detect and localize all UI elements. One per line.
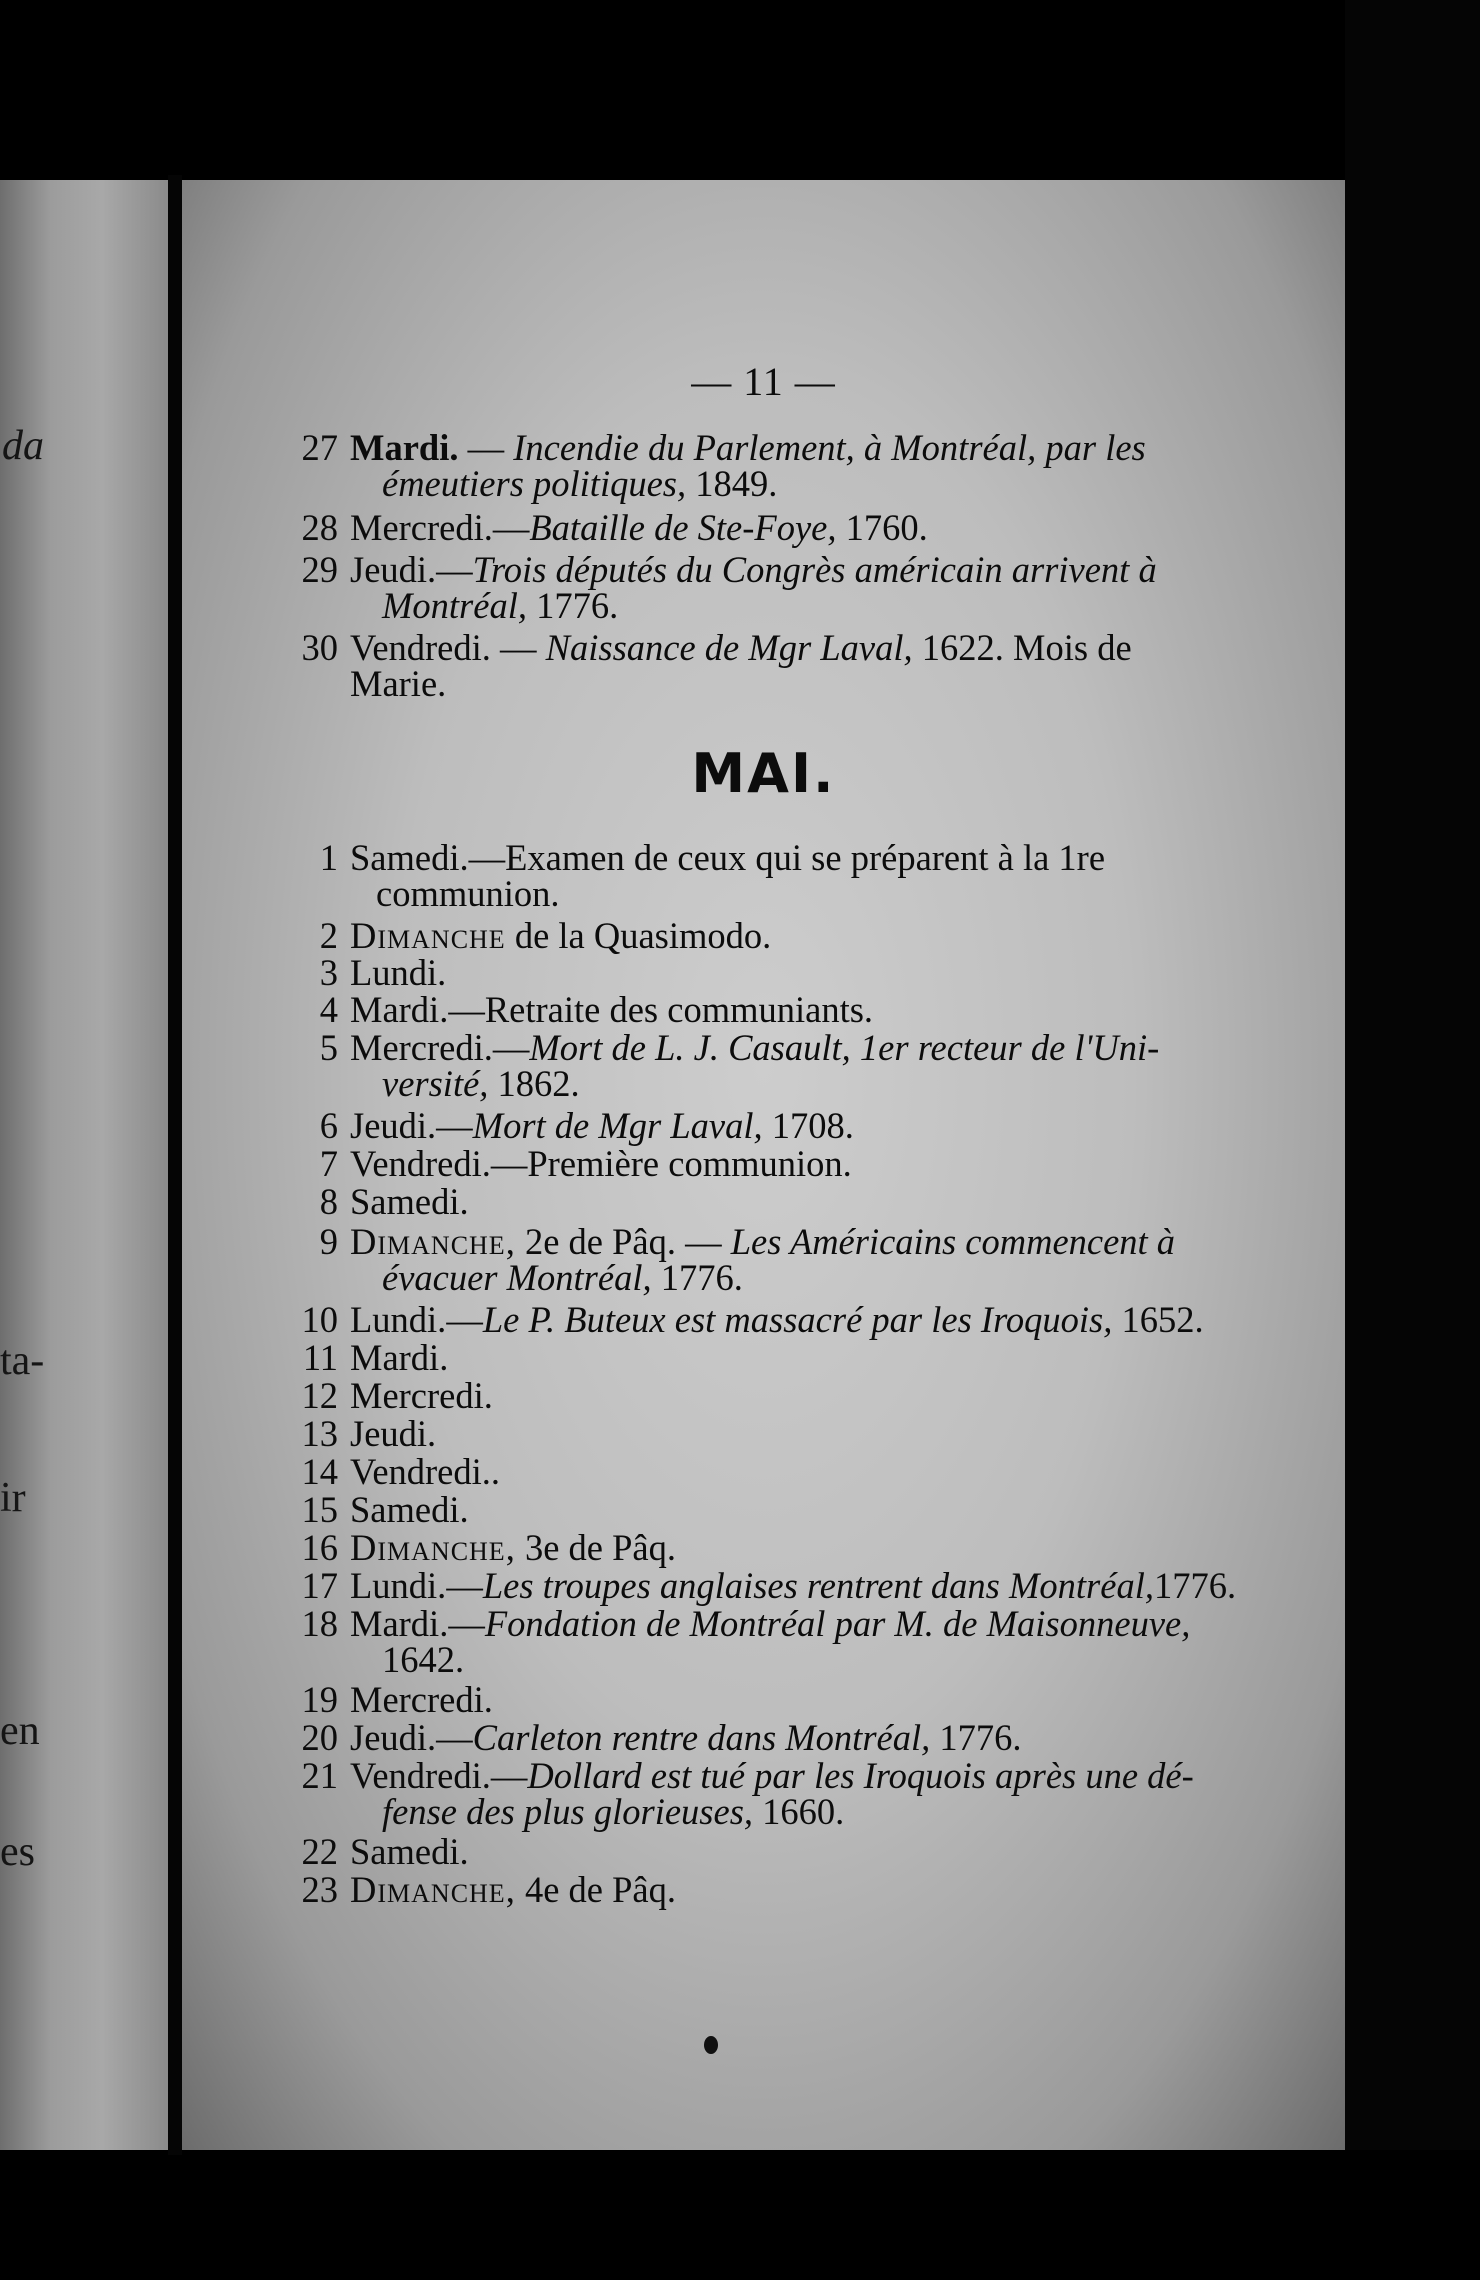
- entry-number: 16: [301, 1527, 338, 1568]
- entry-separator: —: [492, 1027, 530, 1068]
- calendar-entry: [292, 1105, 1345, 1146]
- calendar-entry: [292, 1375, 1345, 1416]
- entry-text: Mercredi.: [350, 1375, 493, 1416]
- calendar-entry: [292, 1869, 1345, 1910]
- left-fragment: es: [0, 1829, 35, 1875]
- entry-text-continued: communion.: [376, 873, 560, 914]
- entry-number: 9: [319, 1221, 338, 1262]
- entry-text: 2e de Pâq. —: [515, 1221, 731, 1262]
- left-fragment: ir: [0, 1475, 26, 1521]
- entry-year: 1776.: [651, 1257, 743, 1298]
- entry-text: de la Quasimodo.: [505, 915, 772, 956]
- calendar-entry: [292, 1717, 1345, 1758]
- entry-text: Lundi.: [350, 952, 447, 993]
- calendar-entry: [292, 1143, 1345, 1184]
- entry-day: Dimanche,: [350, 1869, 516, 1910]
- entry-event: Les troupes anglaises rentrent dans Montréal,: [482, 1565, 1154, 1606]
- entry-number: 19: [301, 1679, 338, 1720]
- entry-text: Samedi.—Examen de ceux qui se préparent à la 1re: [350, 837, 1106, 878]
- entry-day: Mardi.: [350, 1603, 449, 1644]
- calendar-entry: [292, 627, 1345, 704]
- entry-separator: —: [490, 627, 546, 668]
- calendar-entry: [292, 952, 1345, 993]
- adjacent-page-edge: [0, 180, 170, 2150]
- left-fragment: ta-: [0, 1338, 45, 1384]
- entry-number: 22: [301, 1831, 338, 1872]
- entry-year: 1660.: [753, 1791, 845, 1832]
- entry-year: 1652.: [1112, 1299, 1204, 1340]
- entry-number: 3: [319, 952, 338, 993]
- scan-border-top: [0, 0, 1480, 180]
- entry-number: 27: [301, 427, 338, 468]
- entry-number: 21: [301, 1755, 338, 1796]
- entry-day: Jeudi.: [350, 549, 437, 590]
- calendar-entry: [292, 1299, 1345, 1340]
- entry-number: 4: [319, 989, 338, 1030]
- entry-number: 17: [301, 1565, 338, 1606]
- entry-day: Jeudi.: [350, 1105, 437, 1146]
- entry-day: Dimanche,: [350, 1221, 516, 1262]
- entry-day: Dimanche,: [350, 1527, 516, 1568]
- entry-event: Dollard est tué par les Iroquois après une dé-: [527, 1755, 1194, 1796]
- entry-number: 30: [301, 627, 338, 668]
- month-heading: MAI.: [691, 742, 836, 805]
- entry-day: Mardi.: [350, 427, 459, 468]
- entry-number: 1: [319, 837, 338, 878]
- calendar-entry: [292, 1181, 1345, 1222]
- entry-year: 1642.: [382, 1639, 465, 1680]
- calendar-entry: [292, 1027, 1345, 1104]
- entry-event: Mort de L. J. Casault, 1er recteur de l'Uni-: [529, 1027, 1160, 1068]
- entry-day: Mercredi.: [350, 1027, 493, 1068]
- entry-number: 15: [301, 1489, 338, 1530]
- entry-separator: —: [436, 1717, 473, 1758]
- calendar-entry: [292, 1221, 1345, 1298]
- entry-event: Bataille de Ste-Foye,: [529, 507, 837, 548]
- entry-number: 12: [301, 1375, 338, 1416]
- entry-event: Le P. Buteux est massacré par les Iroquois,: [482, 1299, 1113, 1340]
- entry-text: Samedi.: [350, 1181, 469, 1222]
- entry-text: 4e de Pâq.: [515, 1869, 676, 1910]
- entry-day: Lundi.: [350, 1565, 447, 1606]
- entry-year: 1776.: [1153, 1565, 1237, 1606]
- entry-day: Vendredi.: [350, 1755, 491, 1796]
- entry-event: Trois députés du Congrès américain arrivent à: [472, 549, 1157, 590]
- entry-year: 1776.: [526, 585, 619, 626]
- entry-tail: Marie.: [350, 663, 447, 704]
- entry-text: 3e de Pâq.: [515, 1527, 676, 1568]
- entry-number: 8: [319, 1181, 338, 1222]
- calendar-entry: [292, 989, 1345, 1030]
- calendar-entry: [292, 1755, 1345, 1832]
- entry-event-continued: versité,: [382, 1063, 489, 1104]
- entry-number: 14: [301, 1451, 338, 1492]
- calendar-entry: [292, 837, 1345, 914]
- calendar-entry: [292, 1565, 1345, 1606]
- entry-number: 28: [301, 507, 338, 548]
- entry-day: Lundi.: [350, 1299, 447, 1340]
- entry-number: 13: [301, 1413, 338, 1454]
- entry-event: Carleton rentre dans Montréal,: [472, 1717, 931, 1758]
- entry-text: Mardi.: [350, 1337, 449, 1378]
- entry-event: Mort de Mgr Laval,: [472, 1105, 763, 1146]
- calendar-entry: [292, 427, 1345, 504]
- ink-spot: [704, 2036, 718, 2054]
- entry-number: 10: [301, 1299, 338, 1340]
- calendar-entry: [292, 507, 1345, 548]
- entry-event: Naissance de Mgr Laval,: [545, 627, 913, 668]
- entry-day: Vendredi.: [350, 627, 491, 668]
- entry-text: Vendredi..: [350, 1451, 501, 1492]
- calendar-entry: [292, 1527, 1345, 1568]
- left-fragment: en: [0, 1708, 40, 1754]
- entry-year: 1622. Mois de: [912, 627, 1132, 668]
- book-page: [182, 180, 1345, 2150]
- entry-year: 1776.: [930, 1717, 1022, 1758]
- entry-event: Fondation de Montréal par M. de Maisonneuve,: [484, 1603, 1191, 1644]
- entry-separator: —: [436, 1105, 473, 1146]
- entry-number: 5: [319, 1027, 338, 1068]
- entry-text: Samedi.: [350, 1831, 469, 1872]
- entry-event: Incendie du Parlement, à Montréal, par les: [513, 427, 1146, 468]
- entry-number: 6: [319, 1105, 338, 1146]
- calendar-entry: [292, 1603, 1345, 1680]
- entry-year: 1862.: [488, 1063, 580, 1104]
- entry-text: Jeudi.: [350, 1413, 437, 1454]
- entry-event: Les Américains commencent à: [730, 1221, 1176, 1262]
- entry-number: 7: [319, 1143, 338, 1184]
- calendar-entry: [292, 915, 1345, 956]
- entry-event-continued: Montréal,: [382, 585, 527, 626]
- entry-year: 1849.: [686, 463, 778, 504]
- entry-text: Mardi.—Retraite des communiants.: [350, 989, 874, 1030]
- entry-number: 11: [302, 1337, 338, 1378]
- entry-number: 18: [301, 1603, 338, 1644]
- calendar-entry: [292, 549, 1345, 626]
- entry-number: 2: [319, 915, 338, 956]
- scan-border-bottom: [0, 2150, 1480, 2280]
- entry-text: Mercredi.: [350, 1679, 493, 1720]
- calendar-entry: [292, 1337, 1345, 1378]
- entry-separator: —: [492, 507, 530, 548]
- entry-separator: —: [490, 1755, 528, 1796]
- entry-year: 1760.: [836, 507, 928, 548]
- entry-event-continued: émeutiers politiques,: [382, 463, 687, 504]
- scan-border-right: [1345, 0, 1480, 2280]
- entry-separator: —: [458, 427, 514, 468]
- page-number: — 11 —: [691, 359, 836, 404]
- calendar-entry: [292, 1831, 1345, 1872]
- calendar-entry: [292, 1679, 1345, 1720]
- entry-text: Samedi.: [350, 1489, 469, 1530]
- entry-separator: —: [448, 1603, 485, 1644]
- book-gutter: [168, 175, 182, 2155]
- entry-event-continued: évacuer Montréal,: [382, 1257, 652, 1298]
- entry-separator: —: [446, 1299, 483, 1340]
- entry-number: 20: [301, 1717, 338, 1758]
- left-fragment: da: [2, 423, 44, 469]
- entry-day: Mercredi.: [350, 507, 493, 548]
- entry-number: 23: [301, 1869, 338, 1910]
- entry-day: Jeudi.: [350, 1717, 437, 1758]
- calendar-entry: [292, 1489, 1345, 1530]
- entry-year: 1708.: [762, 1105, 854, 1146]
- entry-separator: —: [436, 549, 473, 590]
- entry-day: Dimanche: [350, 915, 506, 956]
- calendar-entry: [292, 1451, 1345, 1492]
- entry-number: 29: [301, 549, 338, 590]
- entry-event-continued: fense des plus glorieuses,: [382, 1791, 754, 1832]
- entry-text: Vendredi.—Première communion.: [350, 1143, 852, 1184]
- entry-separator: —: [446, 1565, 483, 1606]
- calendar-entry: [292, 1413, 1345, 1454]
